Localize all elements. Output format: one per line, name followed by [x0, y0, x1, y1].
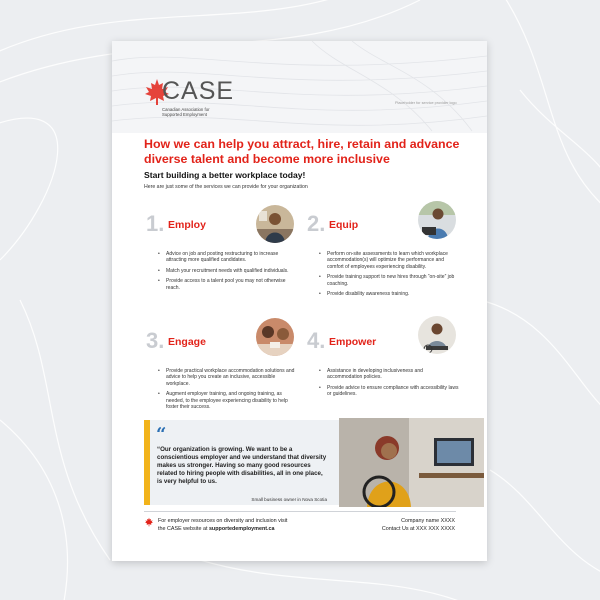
- testimonial-photo: [339, 418, 484, 507]
- footer-resources-text: [158, 517, 358, 533]
- footer-line-2-prefix: the CASE website at: [158, 526, 209, 532]
- intro-text: Here are just some of the services we can provide for your organization: [144, 184, 308, 190]
- employ-photo: [256, 205, 294, 243]
- service-bullets: [319, 368, 459, 402]
- list-item: • Perform on-site assessments to learn which workplace accommodation(s) will optimize the performance and comfort of employees experiencing disability.: [319, 251, 459, 270]
- service-bullets: [158, 251, 298, 295]
- service-employ: [146, 213, 306, 323]
- service-bullets: [319, 251, 459, 301]
- logo-wordmark: CASE: [162, 77, 235, 105]
- list-item: • Provide disability awareness training.: [319, 291, 459, 297]
- service-number: 4.: [307, 328, 326, 353]
- testimonial-attribution: Small business owner in Nova Scotia: [251, 497, 327, 502]
- list-item: • Provide training support to new hires through “on-site” job coaching.: [319, 274, 459, 287]
- list-item: • Match your recruitment needs with qualified individuals.: [158, 268, 298, 274]
- service-title: Employ: [168, 219, 206, 231]
- service-title: Empower: [329, 336, 377, 348]
- service-number: 2.: [307, 211, 326, 236]
- list-item: • Provide practical workplace accommodation solutions and advice to help you create an inclusive, accessible workplace.: [158, 368, 298, 387]
- testimonial-box: [144, 420, 456, 505]
- service-provider-logo-placeholder: Placeholder for service provider logo: [395, 101, 457, 105]
- case-logo: [142, 77, 262, 121]
- logo-subtitle: [162, 107, 242, 117]
- company-name: Company name XXXX: [401, 518, 455, 524]
- quote-accent-bar: [144, 420, 150, 505]
- service-empower: [307, 330, 467, 420]
- service-title: Engage: [168, 336, 206, 348]
- engage-photo: [256, 318, 294, 356]
- empower-photo: [418, 316, 456, 354]
- quote-mark-icon: “: [156, 424, 167, 445]
- logo-subtitle-line-1: Canadian Association for: [162, 107, 210, 112]
- service-engage: [146, 330, 306, 420]
- service-number: 1.: [146, 211, 165, 236]
- maple-leaf-icon: [144, 517, 154, 527]
- service-number: 3.: [146, 328, 165, 353]
- service-bullets: [158, 368, 298, 414]
- equip-photo: [418, 201, 456, 239]
- footer-divider: [144, 511, 456, 512]
- footer-line-1: For employer resources on diversity and inclusion visit: [158, 518, 288, 524]
- footer-contact: [345, 517, 455, 533]
- headline: How we can help you attract, hire, retain and advance diverse talent and become more inclusive: [144, 137, 460, 166]
- list-item: • Assistance in developing inclusiveness and accommodation policies.: [319, 368, 459, 381]
- list-item: • Augment employer training, and ongoing training, as needed, to the employee experiencing disability to help foster their success.: [158, 391, 298, 410]
- service-title: Equip: [329, 219, 359, 231]
- list-item: • Provide advice to ensure compliance with accessibility laws or guidelines.: [319, 385, 459, 398]
- footer-line-2: [158, 525, 358, 533]
- logo-subtitle-line-2: Supported Employment: [162, 112, 207, 117]
- testimonial-text: “Our organization is growing. We want to be a conscientious employer and we understand that diversity makes us stronger. Having so many good resources related to hiring people with disabilities, all in one place, is very helpful to us.: [157, 446, 327, 485]
- contact-phone: Contact Us at XXX XXX XXXX: [381, 526, 455, 532]
- tagline: Start building a better workplace today!: [144, 170, 306, 180]
- list-item: • Provide access to a talent pool you may not otherwise reach.: [158, 278, 298, 291]
- website-link[interactable]: supportedemployment.ca: [208, 526, 275, 532]
- flyer-page: [112, 41, 487, 561]
- list-item: • Advice on job and posting restructuring to increase attracting more qualified candidates.: [158, 251, 298, 264]
